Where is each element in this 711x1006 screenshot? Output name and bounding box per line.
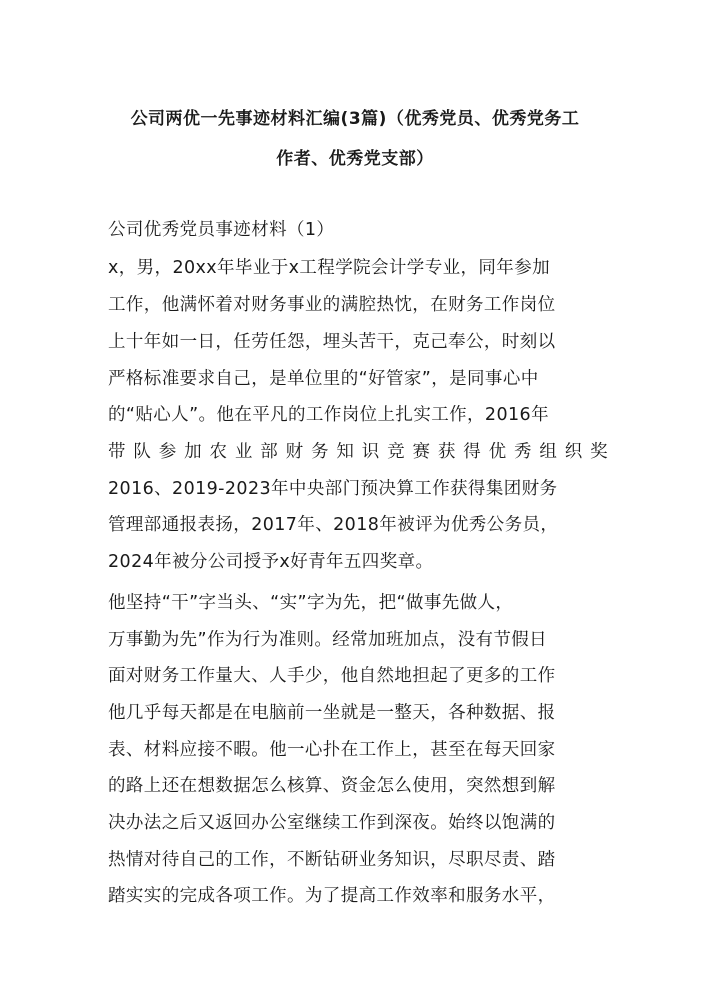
body-line: 决办法之后又返回办公室继续工作到深夜。始终以饱满的	[108, 813, 556, 833]
body-line: 面对财务工作量大、人手少，他自然地担起了更多的工作	[108, 666, 556, 686]
body-line: 他几乎每天都是在电脑前一坐就是一整天，各种数据、报	[108, 703, 556, 723]
body-line: 严格标准要求自己，是单位里的“好管家”，是同事心中	[108, 369, 539, 389]
document-title-line-1: 公司两优一先事迹材料汇编(3篇)（优秀党员、优秀党务工	[130, 109, 580, 129]
body-line: 万事勤为先”作为行为准则。经常加班加点，没有节假日	[108, 630, 548, 650]
body-line: 表、材料应接不暇。他一心扑在工作上，甚至在每天回家	[108, 740, 556, 760]
body-line: 上十年如一日，任劳任怨，埋头苦干，克己奉公，时刻以	[108, 332, 556, 352]
body-line: 的“贴心人”。他在平凡的工作岗位上扎实工作，2016年	[108, 405, 549, 425]
body-line: 的路上还在想数据怎么核算、资金怎么使用，突然想到解	[108, 776, 556, 796]
body-line: 管理部通报表扬，2017年、2018年被评为优秀公务员，	[108, 515, 559, 535]
body-line: 带队参加农业部财务知识竞赛获得优秀组织奖	[108, 442, 608, 462]
body-line: x，男，20xx年毕业于x工程学院会计学专业，同年参加	[108, 258, 550, 278]
body-line: 热情对待自己的工作，不断钻研业务知识，尽职尽责、踏	[108, 850, 556, 870]
section-heading: 公司优秀党员事迹材料（1）	[108, 220, 335, 240]
body-line: 2016、2019-2023年中央部门预决算工作获得集团财务	[108, 479, 558, 499]
body-line: 踏实实的完成各项工作。为了提高工作效率和服务水平，	[108, 886, 556, 906]
body-line: 2024年被分公司授予x好青年五四奖章。	[108, 552, 434, 572]
body-line: 他坚持“干”字当头、“实”字为先，把“做事先做人，	[108, 593, 514, 613]
document-title-line-2: 作者、优秀党支部）	[276, 149, 434, 169]
body-line: 工作，他满怀着对财务事业的满腔热忱，在财务工作岗位	[108, 295, 556, 315]
